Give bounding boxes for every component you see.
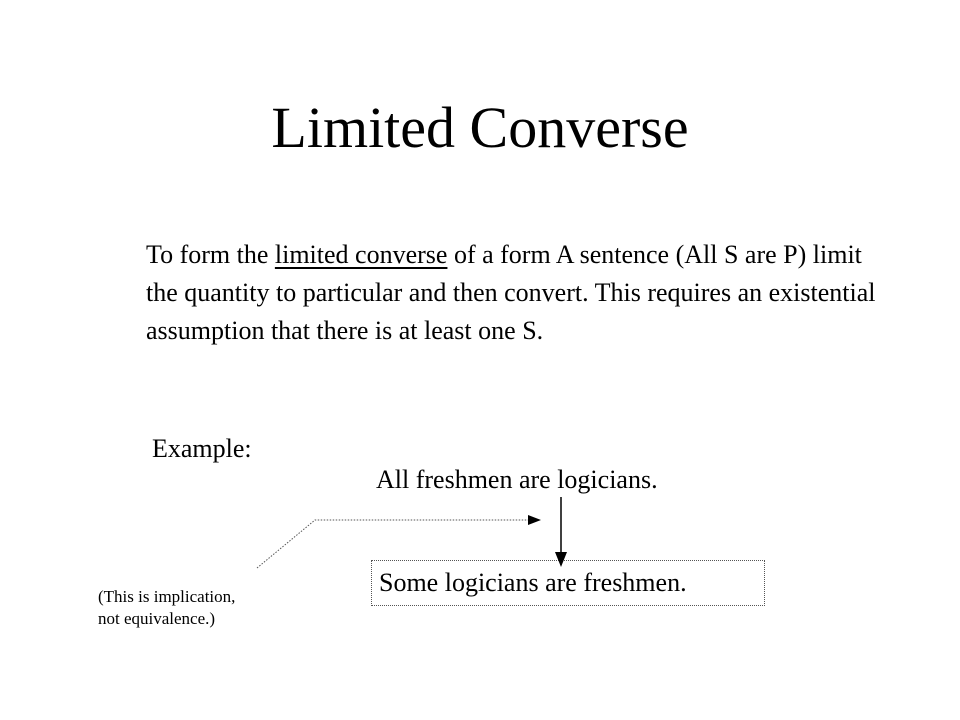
conclusion-sentence: Some logicians are freshmen. — [379, 568, 687, 597]
definition-text-before: To form the — [146, 240, 275, 269]
limited-converse-term: limited converse — [274, 240, 448, 269]
note-line-1: (This is implication, — [98, 587, 236, 606]
slide-title: Limited Converse — [271, 95, 689, 160]
premise-sentence: All freshmen are logicians. — [376, 465, 658, 494]
example-label: Example: — [152, 434, 252, 463]
note-line-2: not equivalence.) — [98, 609, 216, 628]
note-pointer-arrow — [257, 515, 541, 568]
conversion-arrow — [555, 497, 567, 567]
definition-text-after: of a form A sentence (All S are P) limit the quantity to particular and then convert. This requires an existential assumption that there is at least one S. — [146, 240, 876, 345]
